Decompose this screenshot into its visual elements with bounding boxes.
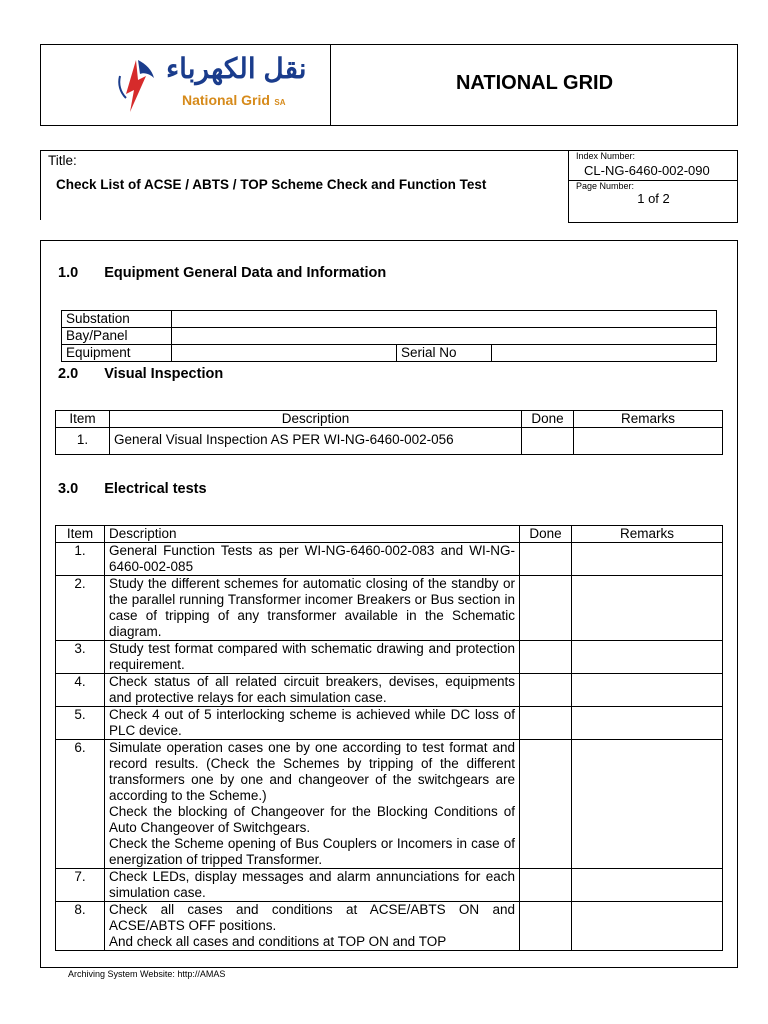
row-done-cell[interactable]	[520, 576, 572, 641]
document-title: Check List of ACSE / ABTS / TOP Scheme Check and Function Test	[56, 177, 487, 192]
section2-title: Visual Inspection	[104, 366, 224, 382]
bay-panel-label: Bay/Panel	[62, 328, 172, 345]
logo-english-text: National Grid	[182, 92, 270, 108]
equipment-label: Equipment	[62, 345, 172, 362]
section3-number: 3.0	[58, 481, 79, 497]
row-description: Check 4 out of 5 interlocking scheme is achieved while DC loss of PLC device.	[105, 707, 520, 740]
section2-heading	[58, 366, 223, 382]
row-remarks-cell[interactable]	[572, 707, 723, 740]
row-done-cell[interactable]	[520, 740, 572, 869]
row-description: Study the different schemes for automatic closing of the standby or the parallel running Transformer incomer Breakers or Bus section in case of tripping of any transformer available in the Schematic diagram.	[105, 576, 520, 641]
row-description: Study test format compared with schematic drawing and protection requirement.	[105, 641, 520, 674]
row-description: General Visual Inspection AS PER WI-NG-6460-002-056	[110, 428, 522, 455]
substation-label: Substation	[62, 311, 172, 328]
row-remarks-cell[interactable]	[572, 674, 723, 707]
col-done-header: Done	[520, 526, 572, 543]
index-box-bottom	[568, 222, 738, 223]
section2-number: 2.0	[58, 366, 79, 382]
row-item-number: 5.	[56, 707, 105, 740]
page-label: Page Number:	[576, 181, 635, 191]
company-title: NATIONAL GRID	[455, 72, 614, 94]
row-item-number: 1.	[56, 543, 105, 576]
logo-english	[182, 92, 285, 110]
row-done-cell[interactable]	[520, 869, 572, 902]
row-done-cell[interactable]	[520, 674, 572, 707]
row-item-number: 4.	[56, 674, 105, 707]
row-item-number: 1.	[56, 428, 110, 455]
substation-value[interactable]	[172, 311, 717, 328]
row-description: Simulate operation cases one by one according to test format and record results. (Check the Schemes by tripping of the different transformers one by one and changeover of the switchgears are according to the Scheme.) Check the blocking of Changeover for the Blocking Conditions of Auto Changeover of Switchgears. Check the Scheme opening of Bus Couplers or Incomers in case of energization of tripped Transformer.	[105, 740, 520, 869]
col-description-header: Description	[105, 526, 520, 543]
section3-title: Electrical tests	[104, 481, 207, 497]
row-description: Check status of all related circuit breakers, devises, equipments and protective relays for each simulation case.	[105, 674, 520, 707]
section1-title: Equipment General Data and Information	[104, 265, 387, 281]
row-remarks-cell[interactable]	[572, 576, 723, 641]
electrical-tests-table	[55, 525, 723, 951]
section3-heading	[58, 481, 207, 497]
title-box-left	[40, 150, 41, 220]
index-number: CL-NG-6460-002-090	[584, 163, 710, 178]
visual-inspection-table	[55, 410, 723, 455]
title-index-divider	[568, 150, 569, 223]
equipment-value[interactable]	[172, 345, 397, 362]
row-item-number: 3.	[56, 641, 105, 674]
bay-panel-value[interactable]	[172, 328, 717, 345]
row-description: Check LEDs, display messages and alarm annunciations for each simulation case.	[105, 869, 520, 902]
row-item-number: 8.	[56, 902, 105, 951]
archiving-footer: Archiving System Website: http://AMAS	[68, 969, 226, 979]
col-item-header: Item	[56, 411, 110, 428]
col-remarks-header: Remarks	[574, 411, 723, 428]
col-description-header: Description	[110, 411, 522, 428]
section1-heading	[58, 265, 386, 281]
row-done-cell[interactable]	[520, 902, 572, 951]
logo-suffix: SA	[274, 98, 286, 107]
row-done-cell[interactable]	[520, 641, 572, 674]
logo-arabic-text: نقل الكهرباء	[166, 53, 307, 84]
row-remarks-cell[interactable]	[572, 641, 723, 674]
row-remarks-cell[interactable]	[572, 740, 723, 869]
title-box-right	[737, 150, 738, 223]
section1-number: 1.0	[58, 265, 79, 281]
row-description: General Function Tests as per WI-NG-6460-002-083 and WI-NG-6460-002-085	[105, 543, 520, 576]
company-logo	[104, 50, 307, 122]
row-done-cell[interactable]	[522, 428, 574, 455]
row-remarks-cell[interactable]	[572, 869, 723, 902]
index-label: Index Number:	[576, 151, 636, 161]
col-item-header: Item	[56, 526, 105, 543]
row-remarks-cell[interactable]	[572, 902, 723, 951]
col-remarks-header: Remarks	[572, 526, 723, 543]
page-number: 1 of 2	[637, 191, 670, 206]
row-done-cell[interactable]	[520, 543, 572, 576]
row-description: Check all cases and conditions at ACSE/ABTS ON and ACSE/ABTS OFF positions. And check all cases and conditions at TOP ON and TOP	[105, 902, 520, 951]
serial-no-value[interactable]	[492, 345, 717, 362]
serial-no-label: Serial No	[397, 345, 492, 362]
row-item-number: 2.	[56, 576, 105, 641]
row-remarks-cell[interactable]	[572, 543, 723, 576]
row-item-number: 7.	[56, 869, 105, 902]
logo-bolt-icon	[112, 56, 160, 116]
col-done-header: Done	[522, 411, 574, 428]
row-done-cell[interactable]	[520, 707, 572, 740]
equipment-data-table	[61, 310, 717, 362]
row-item-number: 6.	[56, 740, 105, 869]
row-remarks-cell[interactable]	[574, 428, 723, 455]
title-label: Title:	[48, 153, 77, 168]
